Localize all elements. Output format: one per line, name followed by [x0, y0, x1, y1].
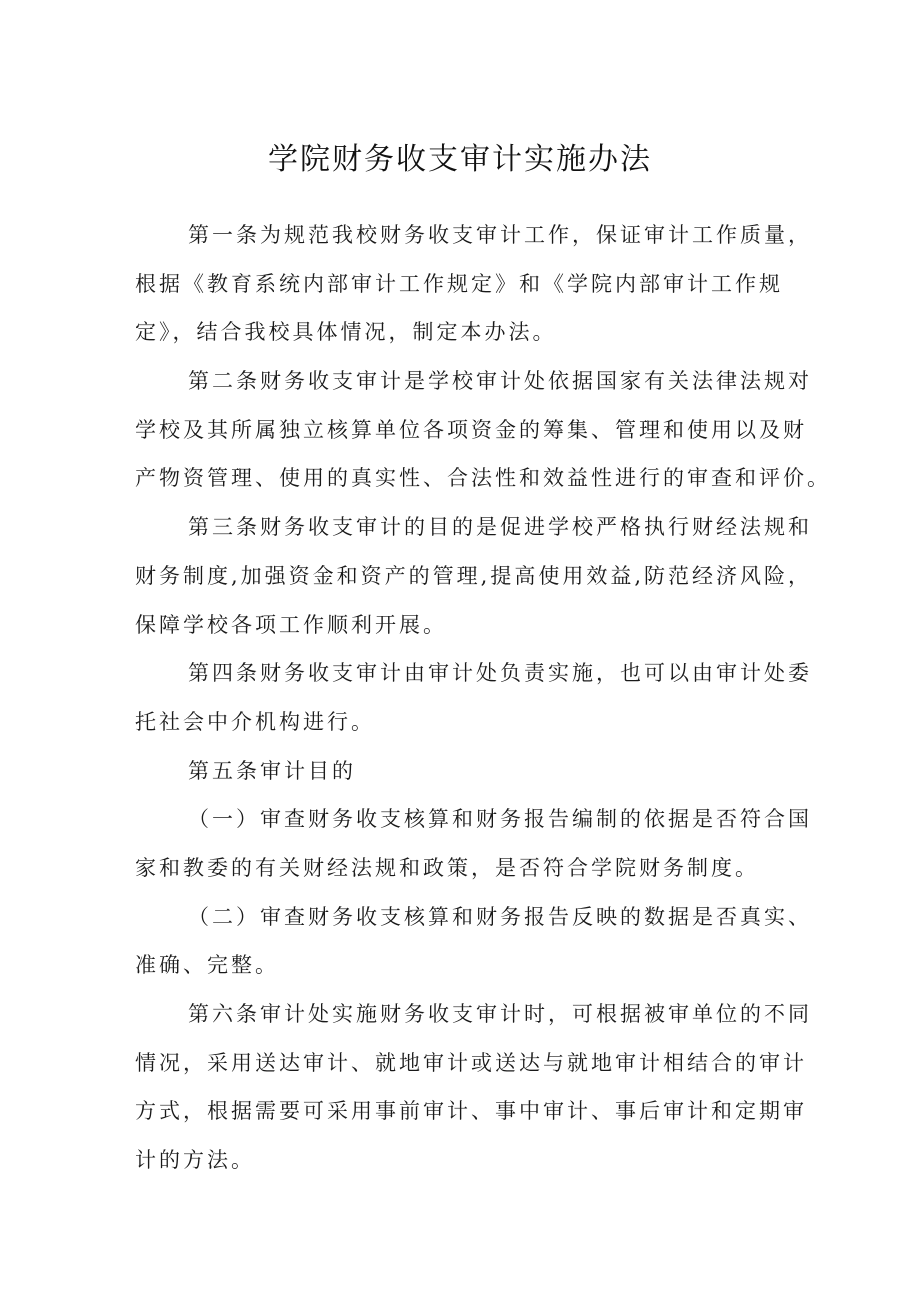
paragraph-3-line-1: 第三条财务收支审计的目的是促进学校严格执行财经法规和: [188, 515, 812, 540]
paragraph-1-line-3: 定》，结合我校具体情况，制定本办法。: [135, 320, 557, 345]
paragraph-7-line-1: （二）审查财务收支核算和财务报告反映的数据是否真实、: [188, 904, 812, 929]
document-title: 学院财务收支审计实施办法: [268, 142, 652, 177]
paragraph-4-line-1: 第四条财务收支审计由审计处负责实施，也可以由审计处委: [188, 661, 812, 686]
paragraph-8-line-3: 方式，根据需要可采用事前审计、事中审计、事后审计和定期审: [135, 1099, 807, 1124]
paragraph-4-line-2: 托社会中介机构进行。: [135, 709, 375, 734]
paragraph-6-line-2: 家和教委的有关财经法规和政策，是否符合学院财务制度。: [135, 855, 759, 880]
paragraph-2-line-2: 学校及其所属独立核算单位各项资金的筹集、管理和使用以及财: [135, 417, 807, 442]
paragraph-2-line-1: 第二条财务收支审计是学校审计处依据国家有关法律法规对: [188, 369, 812, 394]
paragraph-5-line-1: 第五条审计目的: [188, 758, 356, 783]
paragraph-8-line-2: 情况，采用送达审计、就地审计或送达与就地审计相结合的审计: [135, 1050, 807, 1075]
paragraph-2-line-3: 产物资管理、使用的真实性、合法性和效益性进行的审查和评价。: [135, 466, 831, 491]
paragraph-8-line-1: 第六条审计处实施财务收支审计时，可根据被审单位的不同: [188, 1002, 812, 1026]
paragraph-1-line-1: 第一条为规范我校财务收支审计工作，保证审计工作质量，: [188, 223, 812, 247]
paragraph-6-line-1: （一）审查财务收支核算和财务报告编制的依据是否符合国: [188, 807, 812, 832]
document-body: [135, 211, 831, 1185]
paragraph-7-line-2: 准确、完整。: [135, 953, 279, 978]
paragraph-1-line-2: 根据《教育系统内部审计工作规定》和《学院内部审计工作规: [135, 271, 783, 296]
paragraph-3-line-3: 保障学校各项工作顺利开展。: [135, 612, 447, 637]
paragraph-8-line-4: 计的方法。: [135, 1148, 255, 1173]
paragraph-3-line-2: 财务制度,加强资金和资产的管理,提高使用效益,防范经济风险，: [135, 563, 813, 588]
